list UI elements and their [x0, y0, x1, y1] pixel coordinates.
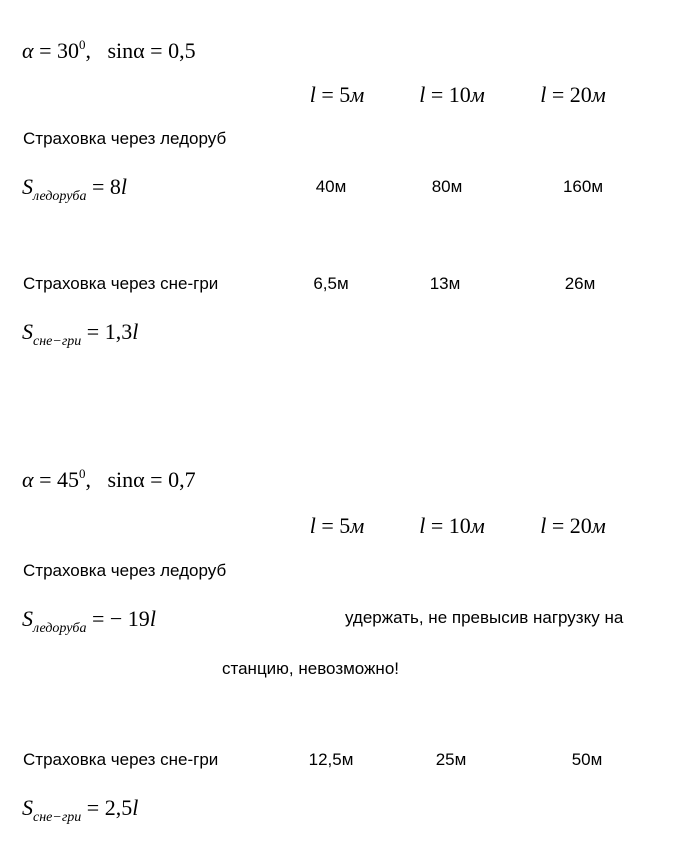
length-var: l — [419, 82, 426, 107]
formula-rest: = 2,5 — [86, 795, 133, 820]
snow-anchor-title: Страховка через сне-гри — [23, 274, 219, 293]
ice-axe-formula — [22, 608, 156, 636]
degree-superscript: 0 — [78, 466, 86, 481]
angle-value: = 45 — [39, 467, 79, 492]
length-var: l — [419, 513, 426, 538]
formula-var: l — [132, 795, 139, 820]
degree-superscript: 0 — [78, 37, 86, 52]
result-value: 160м — [562, 177, 604, 196]
formula-s: S — [22, 795, 33, 820]
length-value: = 10 — [430, 82, 471, 107]
length-unit: м — [470, 82, 485, 107]
alpha-symbol: α — [22, 467, 34, 492]
formula-s: S — [22, 606, 33, 631]
length-value: = 5 — [321, 82, 351, 107]
snow-anchor-title: Страховка через сне-гри — [23, 750, 219, 769]
length-unit: м — [591, 513, 606, 538]
formula-var: l — [149, 606, 156, 631]
formula-subscript: ледоруба — [33, 621, 87, 636]
formula-s: S — [22, 319, 33, 344]
length-value: = 5 — [321, 513, 351, 538]
ice-axe-formula — [22, 176, 127, 204]
result-value: 26м — [564, 274, 596, 293]
angle-header-45 — [22, 467, 196, 491]
length-var: l — [540, 82, 547, 107]
alpha-symbol: α — [22, 38, 34, 63]
snow-anchor-formula — [22, 797, 138, 825]
result-value: 50м — [571, 750, 603, 769]
result-value: 12,5м — [308, 750, 354, 769]
sine-value: sinα = 0,7 — [107, 467, 196, 492]
formula-var: l — [120, 174, 128, 199]
result-value: 6,5м — [313, 274, 349, 293]
formula-subscript: сне−гри — [33, 810, 82, 825]
result-value: 40м — [315, 177, 347, 196]
sine-value: sinα = 0,5 — [107, 38, 196, 63]
rope-length-20 — [540, 84, 606, 106]
formula-var: l — [132, 319, 139, 344]
angle-value: = 30 — [39, 38, 79, 63]
ice-axe-title: Страховка через ледоруб — [23, 129, 227, 148]
impossible-note-line1: удержать, не превысив нагрузку на — [345, 608, 624, 627]
rope-length-5 — [310, 84, 365, 106]
rope-length-20 — [540, 515, 606, 537]
comma: , — [85, 467, 91, 492]
rope-length-10 — [419, 84, 485, 106]
length-unit: м — [350, 513, 365, 538]
formula-rest: = 8 — [91, 174, 121, 199]
formula-s: S — [22, 174, 33, 199]
result-value: 80м — [431, 177, 463, 196]
length-var: l — [309, 82, 316, 107]
length-unit: м — [591, 82, 606, 107]
formula-subscript: ледоруба — [33, 189, 87, 204]
length-unit: м — [350, 82, 365, 107]
angle-header-30 — [22, 38, 196, 62]
formula-rest: = − 19 — [91, 606, 150, 631]
ice-axe-title: Страховка через ледоруб — [23, 561, 227, 580]
rope-length-5 — [310, 515, 365, 537]
length-var: l — [540, 513, 547, 538]
rope-length-10 — [419, 515, 485, 537]
snow-anchor-formula — [22, 321, 138, 349]
formula-rest: = 1,3 — [86, 319, 133, 344]
length-unit: м — [470, 513, 485, 538]
length-var: l — [309, 513, 316, 538]
formula-subscript: сне−гри — [33, 334, 82, 349]
length-value: = 20 — [551, 513, 592, 538]
impossible-note-line2: станцию, невозможно! — [222, 659, 399, 678]
comma: , — [85, 38, 91, 63]
length-value: = 10 — [430, 513, 471, 538]
result-value: 13м — [429, 274, 461, 293]
result-value: 25м — [435, 750, 467, 769]
length-value: = 20 — [551, 82, 592, 107]
